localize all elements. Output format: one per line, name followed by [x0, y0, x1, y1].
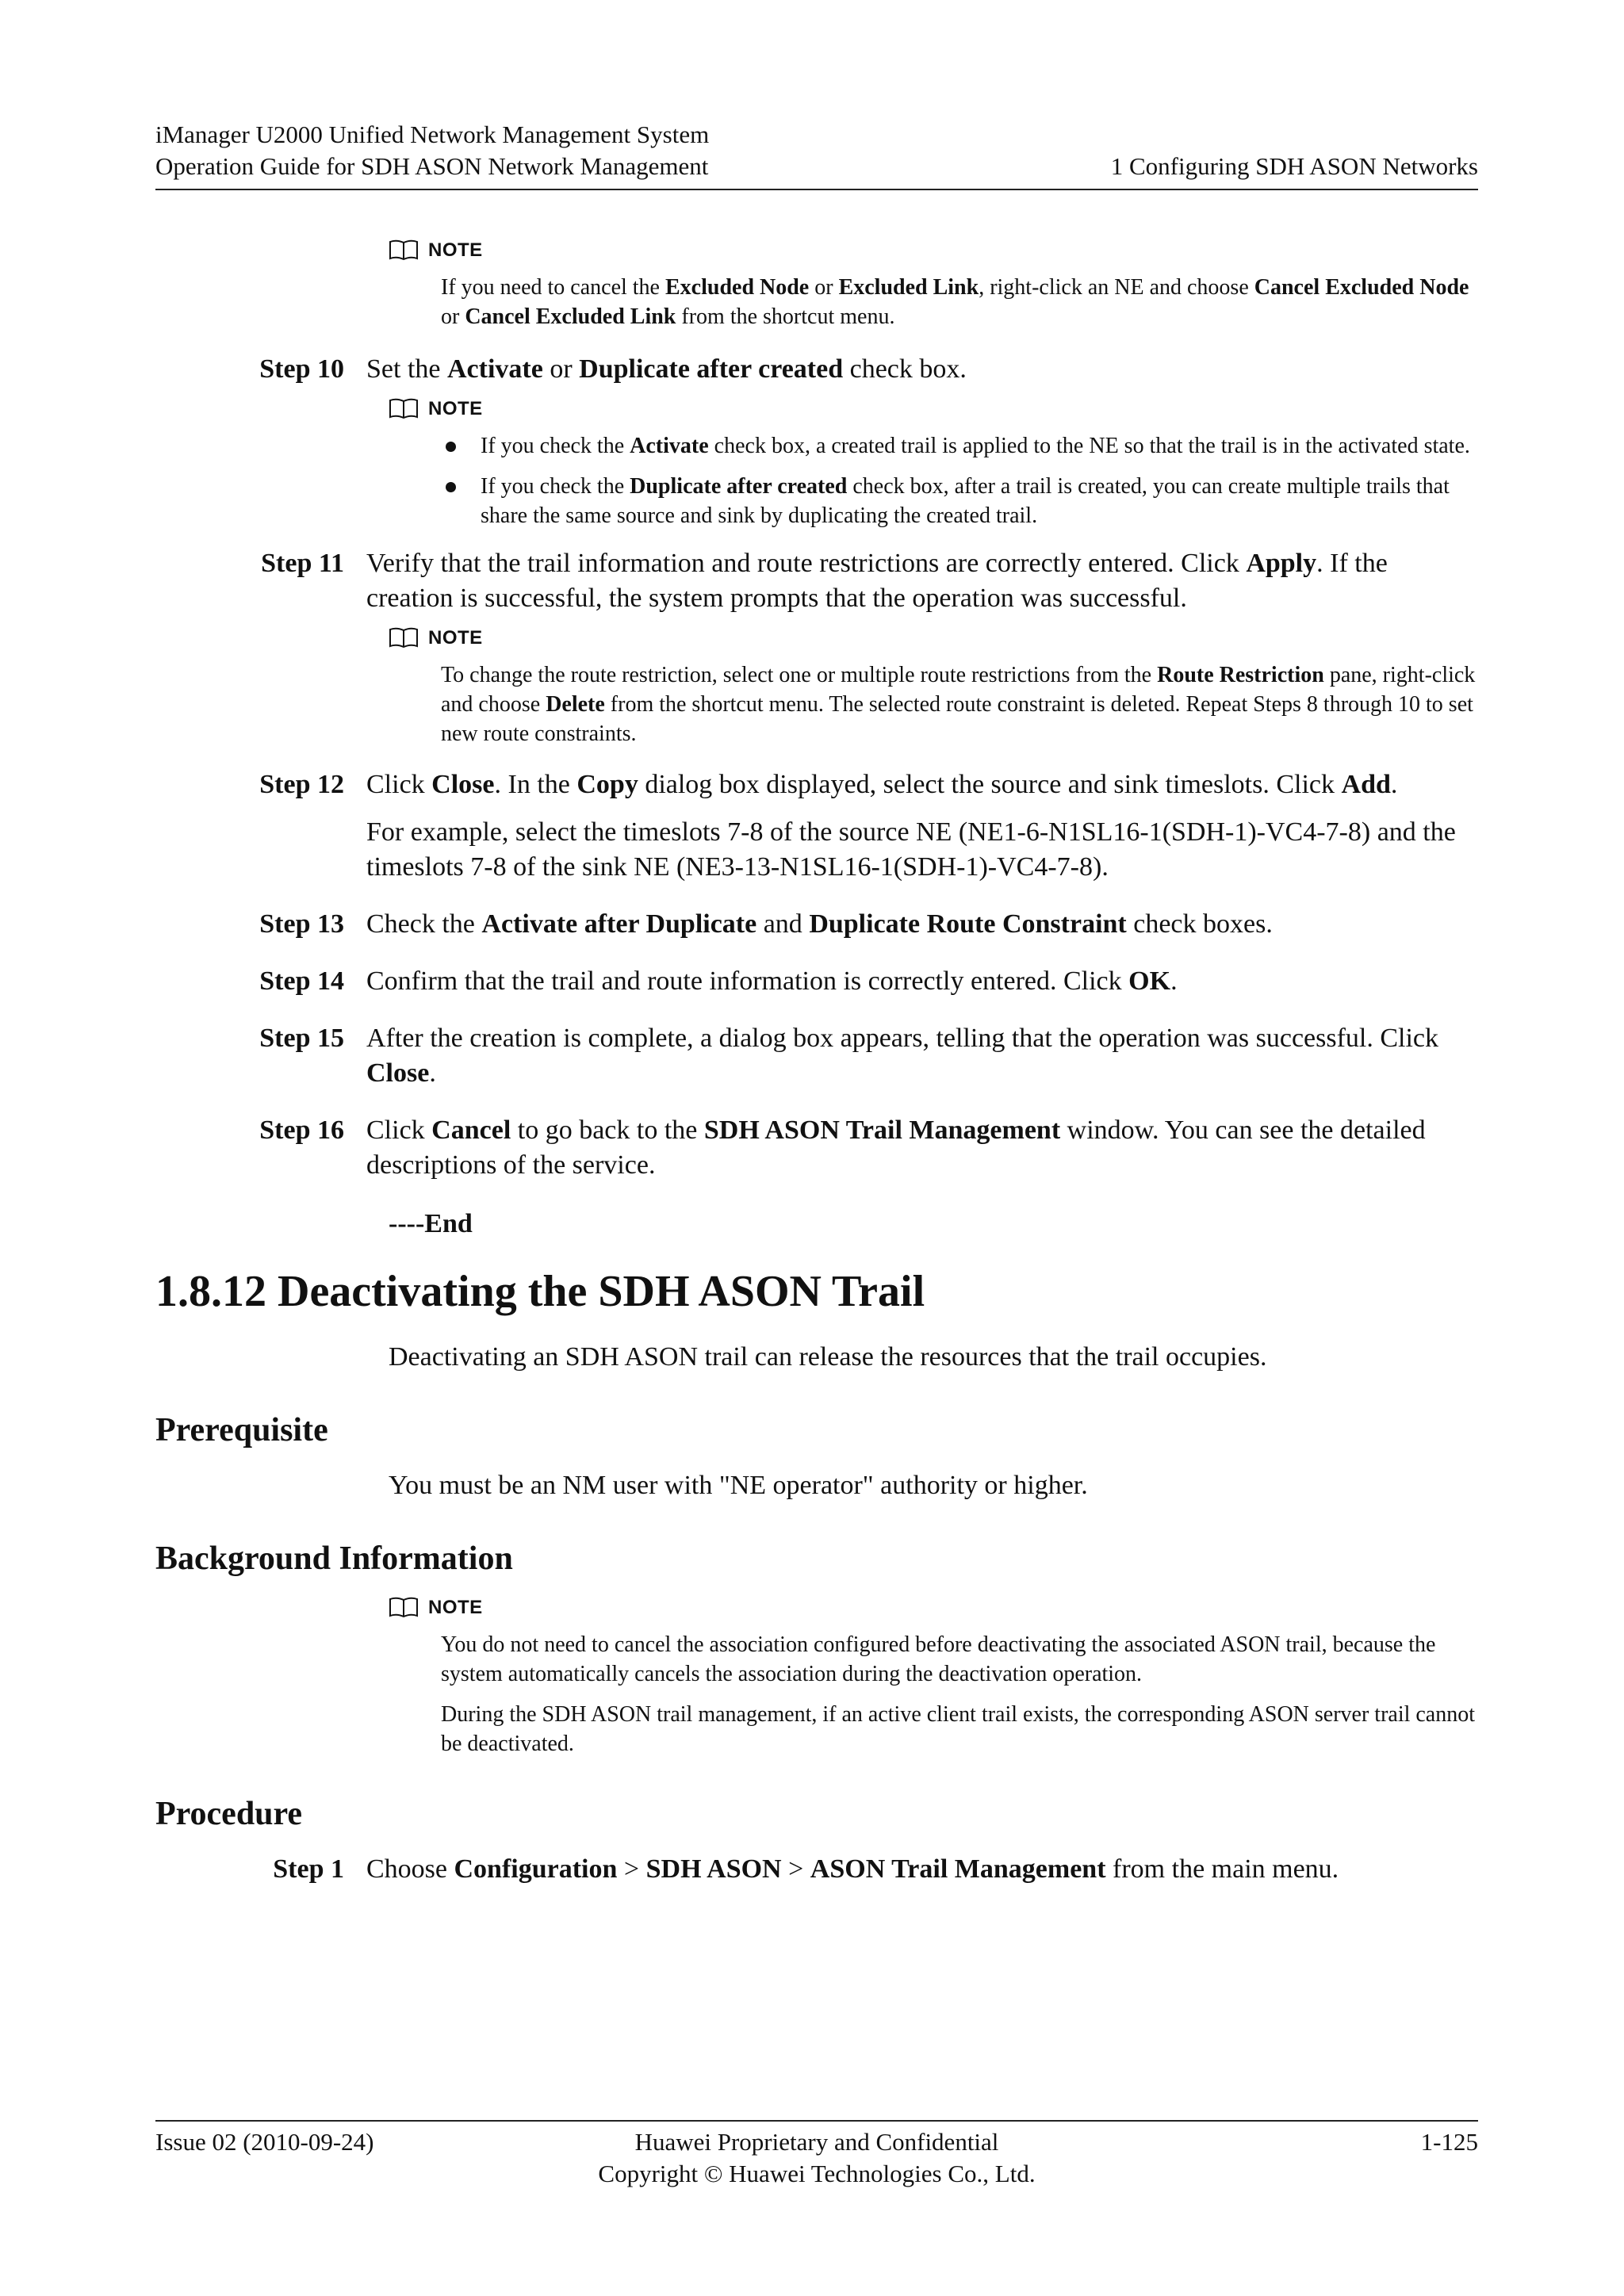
step-label: Step 14: [259, 966, 344, 996]
book-icon: [389, 1597, 419, 1619]
step-15: [0, 1021, 1624, 1091]
header-guide-title: Operation Guide for SDH ASON Network Management: [155, 152, 709, 180]
step-text: After the creation is complete, a dialog box appears, telling that the operation was successful. Click Close.: [366, 1024, 1439, 1088]
procedure-heading: Procedure: [155, 1796, 303, 1832]
step-14: [0, 964, 1624, 999]
header-chapter-title: 1 Configuring SDH ASON Networks: [1110, 152, 1478, 180]
step-12: [0, 767, 1624, 885]
note-body: [441, 431, 1478, 530]
background-heading: Background Information: [155, 1540, 513, 1577]
step-label: Step 15: [259, 1024, 344, 1053]
step-text: Click Cancel to go back to the SDH ASON Trail Management window. You can see the detailed descriptions of the service.: [366, 1115, 1426, 1180]
step-text: Verify that the trail information and route restrictions are correctly entered. Click Apply. If the creation is successful, the system prompts that the operation was successful.: [366, 549, 1388, 613]
page-header: [155, 119, 1478, 190]
step-label: Step 10: [259, 354, 344, 384]
note-text: During the SDH ASON trail management, if an active client trail exists, the corresponding ASON server trail cannot be deactivated.: [441, 1702, 1476, 1756]
note-label: NOTE: [428, 239, 483, 261]
step-text: Set the Activate or Duplicate after created check box.: [366, 354, 967, 384]
step-16: [0, 1113, 1624, 1183]
section-title: 1.8.12 Deactivating the SDH ASON Trail: [155, 1267, 925, 1316]
note-label: NOTE: [428, 1597, 483, 1618]
procedure-end-marker: ----End: [389, 1209, 473, 1238]
book-icon: [389, 239, 419, 262]
step-label: Step 1: [273, 1854, 344, 1884]
note-heading: [389, 398, 1624, 420]
note-body: [441, 273, 1478, 331]
step-label: Step 11: [261, 549, 344, 578]
step-13: [0, 907, 1624, 942]
footer-confidential: Huawei Proprietary and Confidential: [634, 2128, 999, 2156]
book-icon: [389, 627, 419, 649]
step-10: [0, 352, 1624, 387]
step-text: Click Close. In the Copy dialog box displayed, select the source and sink timeslots. Click Add. For example, select the timeslots 7-8 of the source NE (NE1-6-N1SL16-1(SDH-1)-VC4-7-8) and the timeslots 7-8 of the sink NE (NE3-13-N1SL16-1(SDH-1)-VC4-7-8).: [366, 767, 1456, 885]
step-text: Choose Configuration > SDH ASON > ASON Trail Management from the main menu.: [366, 1854, 1339, 1884]
prerequisite-text: You must be an NM user with "NE operator" authority or higher.: [389, 1471, 1088, 1500]
note-bullet-list: [441, 431, 1478, 530]
book-icon: [389, 398, 419, 420]
step-11: [0, 546, 1624, 616]
step-label: Step 16: [259, 1115, 344, 1145]
footer-page-number: 1-125: [1420, 2128, 1478, 2156]
note-body: [441, 660, 1478, 748]
note-label: NOTE: [428, 398, 483, 419]
header-product-title: iManager U2000 Unified Network Management System: [155, 121, 710, 148]
step-example: For example, select the timeslots 7-8 of the source NE (NE1-6-N1SL16-1(SDH-1)-VC4-7-8) and the timeslots 7-8 of the sink NE (NE3-13-N1SL16-1(SDH-1)-VC4-7-8).: [366, 817, 1456, 882]
step-label: Step 13: [259, 909, 344, 939]
page-footer: [155, 2120, 1478, 2190]
page-content: [0, 239, 1624, 1909]
step-label: Step 12: [259, 770, 344, 799]
note-text: To change the route restriction, select one or multiple route restrictions from the Route Restriction pane, right-click and choose Delete from the shortcut menu. The selected route constraint is deleted. Repeat Steps 8 through 10 to set new route constraints.: [441, 663, 1476, 746]
step-text: Check the Activate after Duplicate and Duplicate Route Constraint check boxes.: [366, 909, 1273, 939]
note-heading: [389, 239, 1624, 262]
step-text: Confirm that the trail and route information is correctly entered. Click OK.: [366, 966, 1178, 996]
procedure-step-1: [0, 1852, 1624, 1887]
note-text: If you need to cancel the Excluded Node or Excluded Link, right-click an NE and choose Cancel Excluded Node or Cancel Excluded Link from the shortcut menu.: [441, 275, 1469, 329]
section-intro: Deactivating an SDH ASON trail can release the resources that the trail occupies.: [389, 1342, 1267, 1372]
note-heading: [389, 1597, 1624, 1619]
list-item: If you check the Activate check box, a created trail is applied to the NE so that the trail is in the activated state.: [441, 431, 1478, 461]
prerequisite-heading: Prerequisite: [155, 1412, 328, 1448]
note-heading: [389, 627, 1624, 649]
list-item: If you check the Duplicate after created check box, after a trail is created, you can create multiple trails that share the same source and sink by duplicating the created trail.: [441, 472, 1478, 530]
footer-issue: Issue 02 (2010-09-24): [155, 2128, 374, 2156]
note-label: NOTE: [428, 627, 483, 649]
note-body: [441, 1630, 1478, 1758]
footer-copyright: Copyright © Huawei Technologies Co., Ltd.: [598, 2160, 1036, 2187]
note-text: You do not need to cancel the association configured before deactivating the associated ASON trail, because the system automatically cancels the association during the deactivation operation.: [441, 1632, 1436, 1686]
